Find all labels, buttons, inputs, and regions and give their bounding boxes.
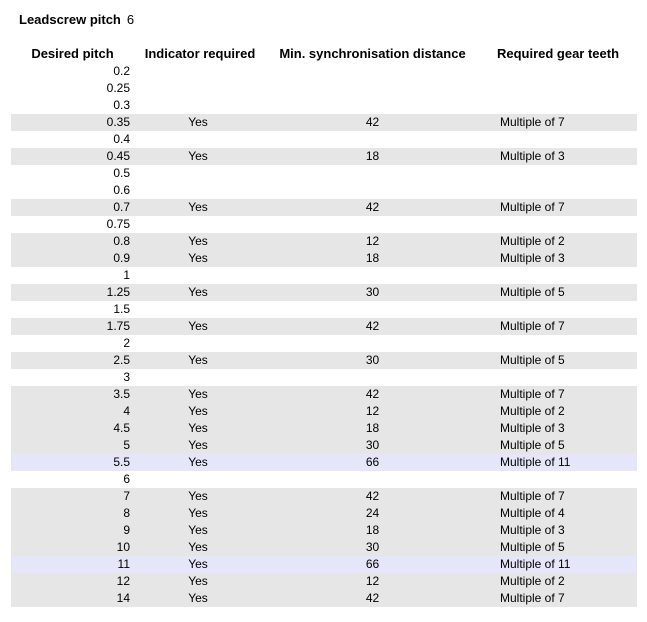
sync-distance-cell [266, 80, 479, 97]
gear-teeth-cell: Multiple of 7 [479, 386, 637, 403]
indicator-cell [134, 80, 266, 97]
desired-pitch-cell: 1.25 [11, 284, 134, 301]
header-required-gear-teeth: Required gear teeth [496, 46, 620, 61]
indicator-cell: Yes [134, 590, 266, 607]
desired-pitch-cell: 0.2 [113, 64, 130, 78]
sync-distance-cell: 12 [266, 573, 479, 590]
table-row [11, 437, 637, 454]
sync-distance-cell: 24 [266, 505, 479, 522]
desired-pitch-cell: 0.7 [11, 199, 134, 216]
table-row [11, 165, 637, 182]
table-row [11, 114, 637, 131]
gear-teeth-cell: Multiple of 7 [479, 199, 637, 216]
table-row [11, 352, 637, 369]
gear-teeth-cell: Multiple of 3 [479, 250, 637, 267]
pitch-table [11, 44, 637, 607]
table-row [11, 148, 637, 165]
table-header-row [11, 44, 637, 63]
desired-pitch-cell: 3.5 [11, 386, 134, 403]
gear-teeth-cell: Multiple of 7 [479, 488, 637, 505]
table-row [11, 335, 637, 352]
desired-pitch-cell: 5.5 [11, 454, 134, 471]
table-row [11, 471, 637, 488]
table-row [11, 250, 637, 267]
table-row [11, 182, 637, 199]
desired-pitch-cell: 1 [123, 268, 130, 282]
table-row [11, 573, 637, 590]
desired-pitch-cell: 0.3 [113, 98, 130, 112]
desired-pitch-cell: 0.8 [11, 233, 134, 250]
sync-distance-cell [266, 131, 479, 148]
table-row [11, 233, 637, 250]
table-row [11, 301, 637, 318]
table-row [11, 369, 637, 386]
sync-distance-cell: 30 [266, 437, 479, 454]
indicator-cell: Yes [134, 114, 266, 131]
sync-distance-cell: 12 [266, 233, 479, 250]
desired-pitch-cell: 12 [11, 573, 134, 590]
gear-teeth-cell [479, 131, 637, 148]
indicator-cell: Yes [134, 505, 266, 522]
leadscrew-pitch-value: 6 [126, 12, 135, 27]
indicator-cell: Yes [134, 488, 266, 505]
desired-pitch-cell: 0.5 [113, 166, 130, 180]
indicator-cell: Yes [134, 233, 266, 250]
desired-pitch-cell: 7 [11, 488, 134, 505]
table-row [11, 267, 637, 284]
gear-teeth-cell: Multiple of 3 [479, 522, 637, 539]
header-min-sync-distance: Min. synchronisation distance [279, 46, 466, 61]
desired-pitch-cell: 14 [11, 590, 134, 607]
indicator-cell: Yes [134, 437, 266, 454]
table-row [11, 488, 637, 505]
indicator-cell: Yes [134, 284, 266, 301]
desired-pitch-cell: 5 [11, 437, 134, 454]
table-row [11, 420, 637, 437]
indicator-cell: Yes [134, 352, 266, 369]
indicator-cell [134, 267, 266, 284]
sync-distance-cell [266, 63, 479, 80]
sync-distance-cell: 18 [266, 148, 479, 165]
table-row [11, 539, 637, 556]
sync-distance-cell: 18 [266, 522, 479, 539]
header-indicator-required: Indicator required [144, 46, 256, 61]
gear-teeth-cell [479, 97, 637, 114]
table-row [11, 199, 637, 216]
gear-teeth-cell [479, 471, 637, 488]
table-row [11, 318, 637, 335]
gear-teeth-cell: Multiple of 2 [479, 403, 637, 420]
sync-distance-cell: 42 [266, 114, 479, 131]
desired-pitch-cell: 4 [11, 403, 134, 420]
leadscrew-pitch-label: Leadscrew pitch [19, 12, 121, 27]
sync-distance-cell [266, 335, 479, 352]
desired-pitch-cell: 2 [123, 336, 130, 350]
indicator-cell: Yes [134, 420, 266, 437]
indicator-cell [134, 301, 266, 318]
sync-distance-cell: 42 [266, 386, 479, 403]
indicator-cell [134, 131, 266, 148]
gear-teeth-cell: Multiple of 5 [479, 284, 637, 301]
table-body [11, 63, 637, 607]
indicator-cell: Yes [134, 454, 266, 471]
desired-pitch-cell: 3 [123, 370, 130, 384]
gear-teeth-cell: Multiple of 5 [479, 539, 637, 556]
indicator-cell: Yes [134, 148, 266, 165]
desired-pitch-cell: 9 [11, 522, 134, 539]
table-row [11, 403, 637, 420]
desired-pitch-cell: 1.75 [11, 318, 134, 335]
table-row [11, 97, 637, 114]
indicator-cell [134, 97, 266, 114]
sync-distance-cell [266, 471, 479, 488]
indicator-cell: Yes [134, 573, 266, 590]
sync-distance-cell: 42 [266, 590, 479, 607]
gear-teeth-cell [479, 335, 637, 352]
sync-distance-cell: 42 [266, 318, 479, 335]
desired-pitch-cell: 6 [123, 472, 130, 486]
sync-distance-cell [266, 216, 479, 233]
gear-teeth-cell: Multiple of 7 [479, 590, 637, 607]
gear-teeth-cell: Multiple of 5 [479, 352, 637, 369]
desired-pitch-cell: 0.9 [11, 250, 134, 267]
desired-pitch-cell: 0.35 [11, 114, 134, 131]
leadscrew-pitch-header [19, 12, 134, 28]
gear-teeth-cell: Multiple of 7 [479, 318, 637, 335]
gear-teeth-cell: Multiple of 7 [479, 114, 637, 131]
table-row [11, 386, 637, 403]
sync-distance-cell [266, 369, 479, 386]
indicator-cell [134, 182, 266, 199]
table-row [11, 216, 637, 233]
gear-teeth-cell [479, 182, 637, 199]
sync-distance-cell: 42 [266, 199, 479, 216]
gear-teeth-cell [479, 216, 637, 233]
desired-pitch-cell: 10 [11, 539, 134, 556]
indicator-cell: Yes [134, 522, 266, 539]
sync-distance-cell [266, 182, 479, 199]
indicator-cell [134, 335, 266, 352]
sync-distance-cell: 12 [266, 403, 479, 420]
indicator-cell [134, 216, 266, 233]
gear-teeth-cell [479, 165, 637, 182]
desired-pitch-cell: 11 [11, 556, 134, 573]
table-row [11, 590, 637, 607]
gear-teeth-cell: Multiple of 3 [479, 148, 637, 165]
sync-distance-cell: 66 [266, 454, 479, 471]
sync-distance-cell: 30 [266, 539, 479, 556]
desired-pitch-cell: 8 [11, 505, 134, 522]
table-row [11, 454, 637, 471]
sync-distance-cell: 66 [266, 556, 479, 573]
gear-teeth-cell [479, 63, 637, 80]
table-row [11, 63, 637, 80]
table-row [11, 505, 637, 522]
gear-teeth-cell: Multiple of 2 [479, 233, 637, 250]
desired-pitch-cell: 0.6 [113, 183, 130, 197]
indicator-cell [134, 369, 266, 386]
indicator-cell: Yes [134, 403, 266, 420]
gear-teeth-cell [479, 267, 637, 284]
sync-distance-cell: 42 [266, 488, 479, 505]
gear-teeth-cell: Multiple of 2 [479, 573, 637, 590]
indicator-cell: Yes [134, 386, 266, 403]
sync-distance-cell [266, 97, 479, 114]
indicator-cell [134, 471, 266, 488]
gear-teeth-cell: Multiple of 3 [479, 420, 637, 437]
indicator-cell: Yes [134, 556, 266, 573]
desired-pitch-cell: 0.45 [11, 148, 134, 165]
desired-pitch-cell: 0.75 [106, 217, 130, 231]
table-row [11, 80, 637, 97]
gear-teeth-cell [479, 301, 637, 318]
desired-pitch-cell: 0.4 [113, 132, 130, 146]
table-row [11, 131, 637, 148]
indicator-cell: Yes [134, 539, 266, 556]
sync-distance-cell [266, 301, 479, 318]
desired-pitch-cell: 1.5 [113, 302, 130, 316]
indicator-cell: Yes [134, 250, 266, 267]
indicator-cell [134, 165, 266, 182]
gear-teeth-cell: Multiple of 5 [479, 437, 637, 454]
desired-pitch-cell: 2.5 [11, 352, 134, 369]
sync-distance-cell: 18 [266, 250, 479, 267]
sync-distance-cell: 18 [266, 420, 479, 437]
indicator-cell: Yes [134, 199, 266, 216]
gear-teeth-cell: Multiple of 11 [479, 454, 637, 471]
gear-teeth-cell [479, 80, 637, 97]
indicator-cell [134, 63, 266, 80]
table-row [11, 522, 637, 539]
header-desired-pitch: Desired pitch [31, 46, 114, 61]
sync-distance-cell [266, 267, 479, 284]
sync-distance-cell [266, 165, 479, 182]
gear-teeth-cell [479, 369, 637, 386]
gear-teeth-cell: Multiple of 4 [479, 505, 637, 522]
gear-teeth-cell: Multiple of 11 [479, 556, 637, 573]
sync-distance-cell: 30 [266, 352, 479, 369]
table-row [11, 284, 637, 301]
indicator-cell: Yes [134, 318, 266, 335]
table-row [11, 556, 637, 573]
desired-pitch-cell: 4.5 [11, 420, 134, 437]
desired-pitch-cell: 0.25 [106, 81, 130, 95]
sync-distance-cell: 30 [266, 284, 479, 301]
